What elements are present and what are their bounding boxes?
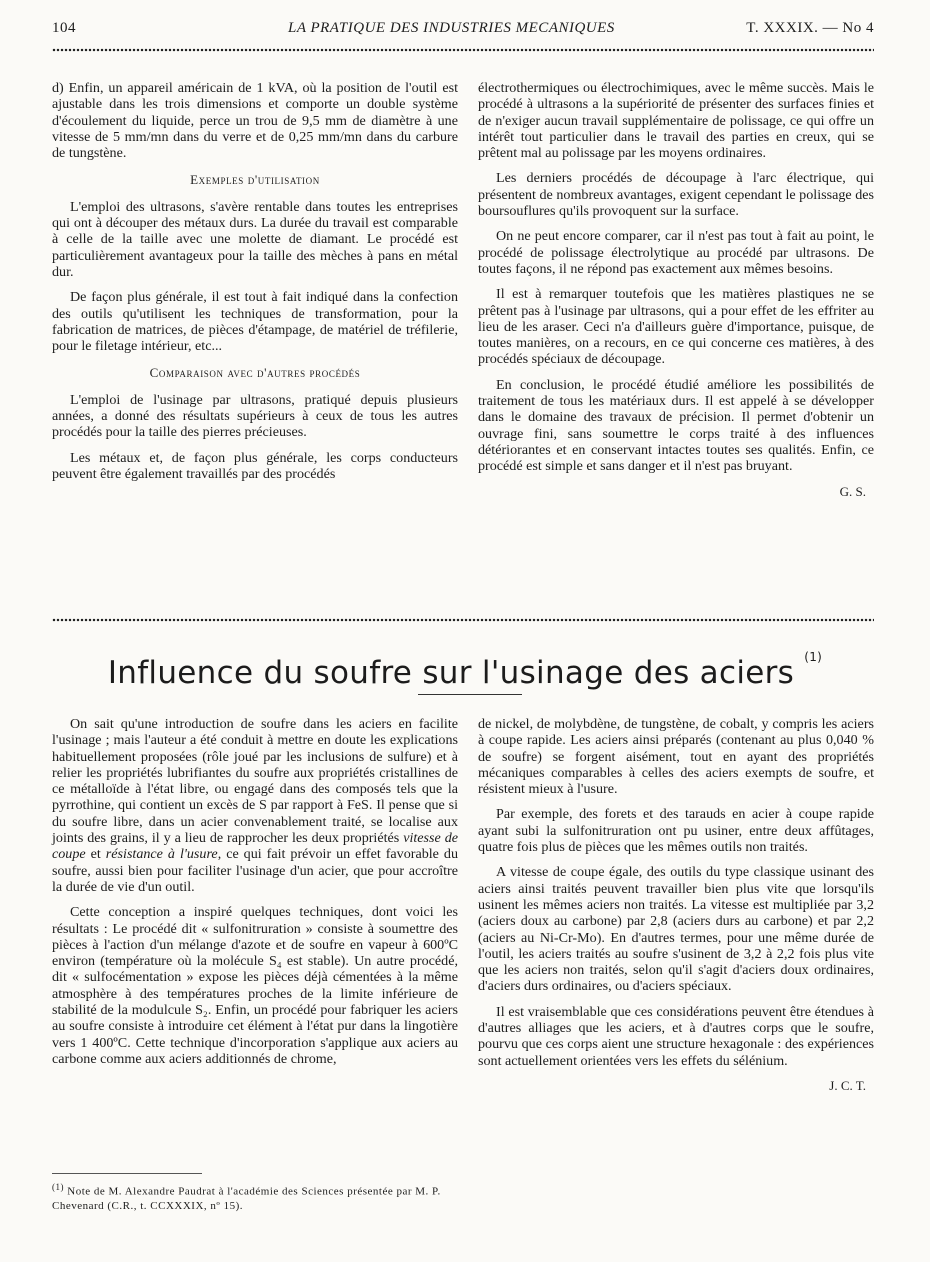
running-header [52,20,874,44]
header-dotted-rule [52,48,874,52]
page-number: 104 [52,20,76,36]
article-left-column [52,716,458,1076]
paragraph: De façon plus générale, il est tout à fait indiqué dans la confection des outils qu'utilisent les techniques de transformation, pour la fabrication de matrices, de pièces d'étampage, de matériel de tréfilerie, pour le filetage intérieur, etc... [52,289,458,355]
paragraph: Les derniers procédés de découpage à l'arc électrique, qui présentent de nombreux avantages, exigent cependant le polissage des boursouflures qu'ils provoquent sur la surface. [478,170,874,220]
article-separator-rule [52,618,874,622]
paragraph: d) Enfin, un appareil américain de 1 kVA, où la position de l'outil est ajustable dans les trois dimensions et comporte un double système d'écoulement du liquide, perce un trou de 9,5 mm de diamètre à une vitesse de 5 mm/mn dans du verre et de 0,25 mm/mn dans du carbure de tungstène. [52,80,458,162]
prev-article-left-column [52,80,458,491]
footnote-mark: (1) [52,1182,64,1192]
text-run: , ce qui fait prévoir un effet favorable du soufre, aussi bien pour faciliter l'usinage d'un acier, que pour accroître la durée de vie d'un outil. [52,846,459,895]
footnote-text: Note de M. Alexandre Paudrat à l'académie des Sciences présentée par M. P. Chevenard (C.R., t. CCXXXIX, nº 15). [52,1185,441,1212]
emphasis: résistance à l'usure [105,846,218,863]
paragraph: Il est vraisemblable que ces considérations peuvent être étendues à d'autres alliages que les aciers, et à d'autres corps que le soufre, pourvu que ces corps aient une structure hexagonale : des expériences sont actuellement orientées vers les effets du sélénium. [478,1003,874,1069]
paragraph: Il est à remarquer toutefois que les matières plastiques ne se prêtent pas à l'usinage par ultrasons, qui a pour effet de les effriter au lieu de les araser. Ceci n'a d'ailleurs guère d'importance, puisque, de toutes manières, on a recours, en ce qui concerne ces matières, à des procédés spéciaux de découpage. [478,286,874,368]
paragraph: Les métaux et, de façon plus générale, les corps conducteurs peuvent être également travaillés par des procédés [52,449,458,482]
section-heading: Exemples d'utilisation [190,172,320,188]
paragraph: En conclusion, le procédé étudié améliore les possibilités de traitement de tous les matériaux durs. Il est appelé à se développer dans le domaine des travaux de précision. Il permet d'obtenir un ouvrage fini, sans soumettre le corps traité à des influences détériorantes et en conservant intactes toutes ses qualités. Enfin, ce procédé est simple et sans danger et il n'est pas bruyant. [478,376,874,475]
text-run: et [85,846,106,863]
signature: J. C. T. [829,1077,866,1093]
paragraph: de nickel, de molybdène, de tungstène, de cobalt, y compris les aciers à coupe rapide. Les aciers ainsi préparés (contenant au plus 0,040 % de soufre) se forgent aisément, tout en ayant des propriétés mécaniques comparables à celles des aciers exempts de soufre, et résistent mieux à l'usure. [478,716,874,798]
paragraph: L'emploi des ultrasons, s'avère rentable dans toutes les entreprises qui ont à découper des métaux durs. La durée du travail est comparable à celle de la taille avec une molette de diamant. Le procédé est particulièrement avantageux pour la taille des mèches à pans en métal dur. [52,198,458,280]
title-footnote-mark: (1) [804,650,823,664]
text-run: On sait qu'une introduction de soufre dans les aciers en facilite l'usinage ; mais l'auteur a été conduit à mettre en doute les explications habituellement proposées (rôle joué par les inclusions de sulfure) et à relier les propriétés lubrifiantes du soufre aux propriétés cristallines de ce métalloïde à l'état libre, ou engagé dans des composés tels que la pyrrothine, qui contient un excès de S par rapport à FeS. Il pense que si du soufre libre, dans un acier convenablement traité, se localise aux joints des grains, il y a lieu de rapprocher les deux propriétés [52,716,458,847]
journal-title: LA PRATIQUE DES INDUSTRIES MECANIQUES [288,20,615,36]
emphasis: vitesse de coupe [52,830,458,863]
paragraph [52,716,458,895]
prev-article-right-column [478,80,874,500]
footnote-rule [52,1173,202,1174]
signature: G. S. [839,483,866,499]
volume-number: T. XXXIX. — No 4 [746,20,874,36]
article-title [0,650,930,691]
paragraph: A vitesse de coupe égale, des outils du type classique usinant des aciers ainsi traités peuvent travailler bien plus vite que lorsqu'ils usinent les mêmes aciers non traités. La vitesse est multipliée par 3,2 (aciers doux au carbone) par 2,8 (aciers durs au carbone) et par 2,2 (aciers au Ni-Cr-Mo). En d'autres termes, pour une même durée de l'outil, les aciers traités au soufre s'usinent de 3,2 à 2,2 fois plus vite que les aciers non traités, selon qu'il s'agit d'aciers doux ordinaires, d'aciers durs ordinaires, ou d'aciers spéciaux. [478,864,874,995]
paragraph: L'emploi de l'usinage par ultrasons, pratiqué depuis plusieurs années, a donné des résultats supérieurs à ceux de tous les autres procédés pour la taille des pierres précieuses. [52,391,458,441]
footnote [52,1180,462,1213]
article-right-column [478,716,874,1094]
paragraph: Par exemple, des forets et des tarauds en acier à coupe rapide ayant subi la sulfonitruration ont pu usiner, entre deux affûtages, quatre fois plus de pièces que les mêmes outils non traités. [478,806,874,856]
paragraph: électrothermiques ou électrochimiques, avec le même succès. Mais le procédé à ultrasons a la supériorité de présenter des surfaces finies et de n'exiger aucun travail supplémentaire de polissage, ce qui offre un intérêt tout particulier dans le travail des parties en creux, qui se prêtent mal au polissage par les moyens ordinaires. [478,80,874,162]
paragraph: On ne peut encore comparer, car il n'est pas tout à fait au point, le procédé de polissage électrolytique au procédé par ultrasons. De toutes façons, il ne répond pas exactement aux mêmes besoins. [478,228,874,277]
paragraph: Cette conception a inspiré quelques techniques, dont voici les résultats : Le procédé dit « sulfonitruration » consiste à soumettre des pièces à l'action d'un mélange d'azote et de soufre en vapeur à 600ºC environ (température où la molécule S₄ est stable). Un autre procédé, dit « sulfocémentation » expose les pièces déjà cémentées à la même atmosphère à des températures proches de la limite inférieure de stabilité de la modulcule S₂. Enfin, un procédé pour fabriquer les aciers au soufre consiste à introduire cet élément à l'état pur dans la lingotière vers 1 400ºC. Cette technique d'incorporation s'applique aux aciers au carbone comme aux aciers additionnés de chrome, [52,904,458,1067]
article-title-text: Influence du soufre sur l'usinage des aciers [107,655,795,691]
title-underline [418,694,522,695]
section-heading: Comparaison avec d'autres procédés [149,365,361,381]
